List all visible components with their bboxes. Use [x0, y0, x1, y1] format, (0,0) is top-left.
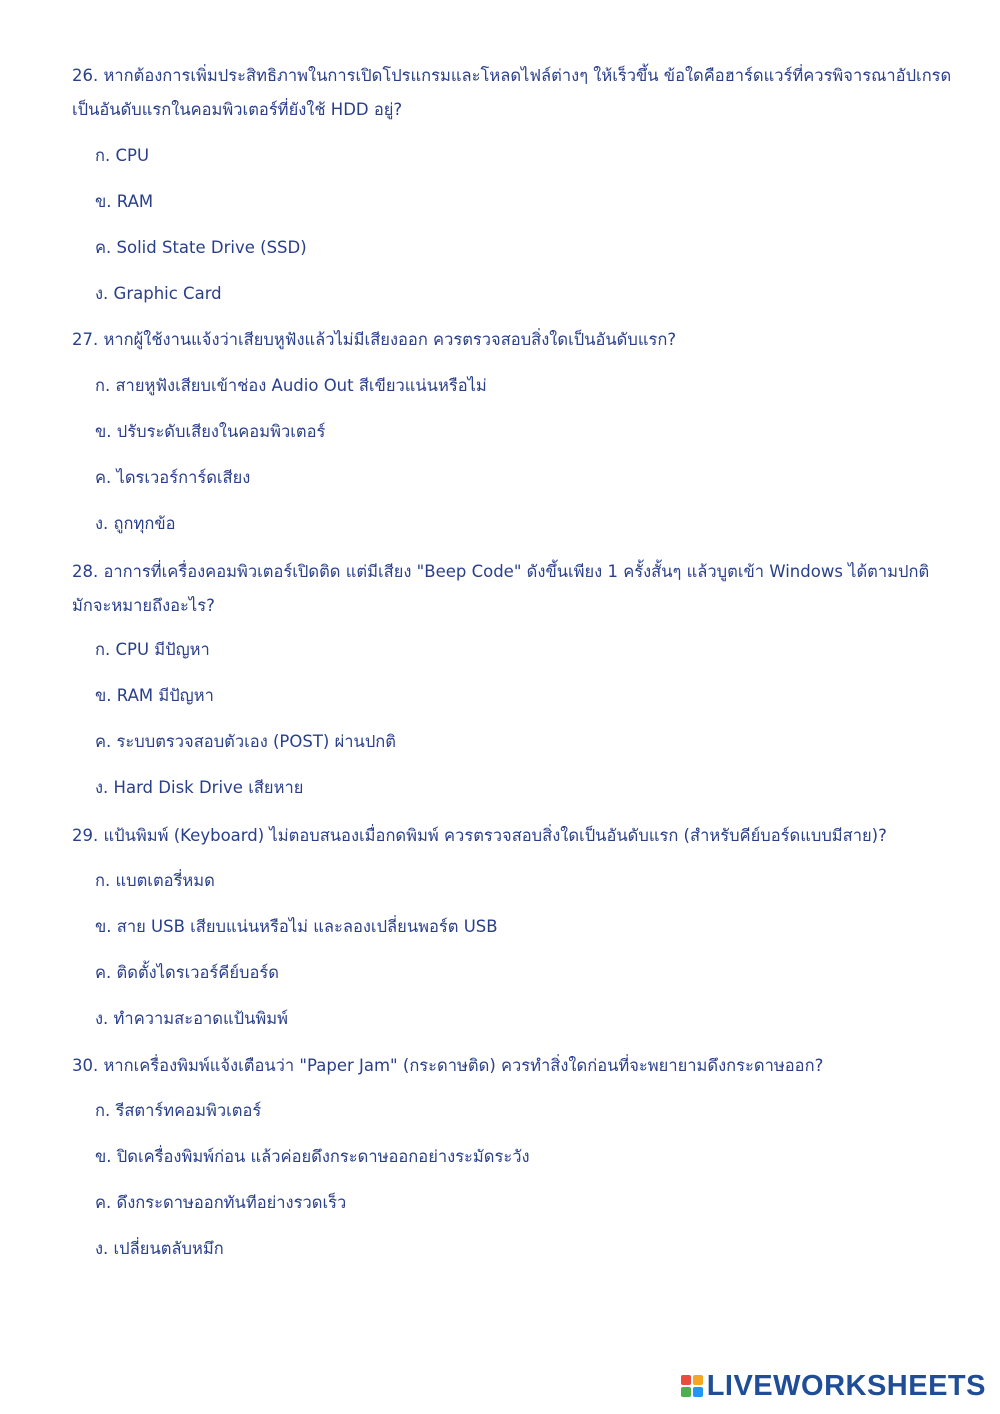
question-27-option-d[interactable]: ง. ถูกทุกข้อ — [95, 514, 176, 533]
question-30-text: 30. หากเครื่องพิมพ์แจ้งเตือนว่า "Paper Jam" (กระดาษติด) ควรทำสิ่งใดก่อนที่จะพยายามดึงกระดาษออก? — [72, 1056, 824, 1075]
question-28-option-b[interactable]: ข. RAM มีปัญหา — [95, 686, 214, 705]
question-27-text: 27. หากผู้ใช้งานแจ้งว่าเสียบหูฟังแล้วไม่มีเสียงออก ควรตรวจสอบสิ่งใดเป็นอันดับแรก? — [72, 330, 677, 349]
question-29-option-c[interactable]: ค. ติดตั้งไดรเวอร์คีย์บอร์ด — [95, 963, 279, 982]
question-28-option-a[interactable]: ก. CPU มีปัญหา — [95, 640, 210, 659]
liveworksheets-logo-text: LIVEWORKSHEETS — [706, 1369, 986, 1402]
logo-tile-orange — [693, 1375, 703, 1385]
question-28-option-d[interactable]: ง. Hard Disk Drive เสียหาย — [95, 778, 304, 797]
question-26-text: 26. หากต้องการเพิ่มประสิทธิภาพในการเปิดโปรแกรมและโหลดไฟล์ต่างๆ ให้เร็วขึ้น ข้อใดคือฮาร์ดแวร์ที่ควรพิจารณาอัปเกรดเป็นอันดับแรกในคอมพิวเตอร์ที่ยังใช้ HDD อยู่? — [72, 66, 952, 119]
question-28-text: 28. อาการที่เครื่องคอมพิวเตอร์เปิดติด แต่มีเสียง "Beep Code" ดังขึ้นเพียง 1 ครั้งสั้นๆ แล้วบูตเข้า Windows ได้ตามปกติ มักจะหมายถึงอะไร? — [72, 562, 930, 615]
question-27-option-b[interactable]: ข. ปรับระดับเสียงในคอมพิวเตอร์ — [95, 422, 326, 441]
logo-tile-green — [681, 1387, 691, 1397]
question-26-option-a[interactable]: ก. CPU — [95, 146, 150, 165]
question-29-text: 29. แป้นพิมพ์ (Keyboard) ไม่ตอบสนองเมื่อกดพิมพ์ ควรตรวจสอบสิ่งใดเป็นอันดับแรก (สำหรับคีย์บอร์ดแบบมีสาย)? — [72, 826, 887, 845]
question-26-option-b[interactable]: ข. RAM — [95, 192, 154, 211]
question-29-option-a[interactable]: ก. แบตเตอรี่หมด — [95, 871, 215, 890]
question-30-option-d[interactable]: ง. เปลี่ยนตลับหมึก — [95, 1239, 224, 1258]
question-27-option-c[interactable]: ค. ไดรเวอร์การ์ดเสียง — [95, 468, 251, 487]
liveworksheets-branding — [681, 1370, 986, 1402]
question-28-option-c[interactable]: ค. ระบบตรวจสอบตัวเอง (POST) ผ่านปกติ — [95, 732, 396, 751]
logo-tile-blue — [693, 1387, 703, 1397]
question-26-option-d[interactable]: ง. Graphic Card — [95, 284, 222, 303]
question-30-option-c[interactable]: ค. ดึงกระดาษออกทันทีอย่างรวดเร็ว — [95, 1193, 347, 1212]
liveworksheets-logo-icon — [681, 1375, 703, 1397]
logo-tile-red — [681, 1375, 691, 1385]
question-29-option-d[interactable]: ง. ทำความสะอาดแป้นพิมพ์ — [95, 1009, 288, 1028]
question-27-option-a[interactable]: ก. สายหูฟังเสียบเข้าช่อง Audio Out สีเขียวแน่นหรือไม่ — [95, 376, 487, 395]
question-30-option-b[interactable]: ข. ปิดเครื่องพิมพ์ก่อน แล้วค่อยดึงกระดาษออกอย่างระมัดระวัง — [95, 1147, 530, 1166]
question-29-option-b[interactable]: ข. สาย USB เสียบแน่นหรือไม่ และลองเปลี่ยนพอร์ต USB — [95, 917, 498, 936]
question-26-option-c[interactable]: ค. Solid State Drive (SSD) — [95, 238, 307, 257]
question-30-option-a[interactable]: ก. รีสตาร์ทคอมพิวเตอร์ — [95, 1101, 262, 1120]
